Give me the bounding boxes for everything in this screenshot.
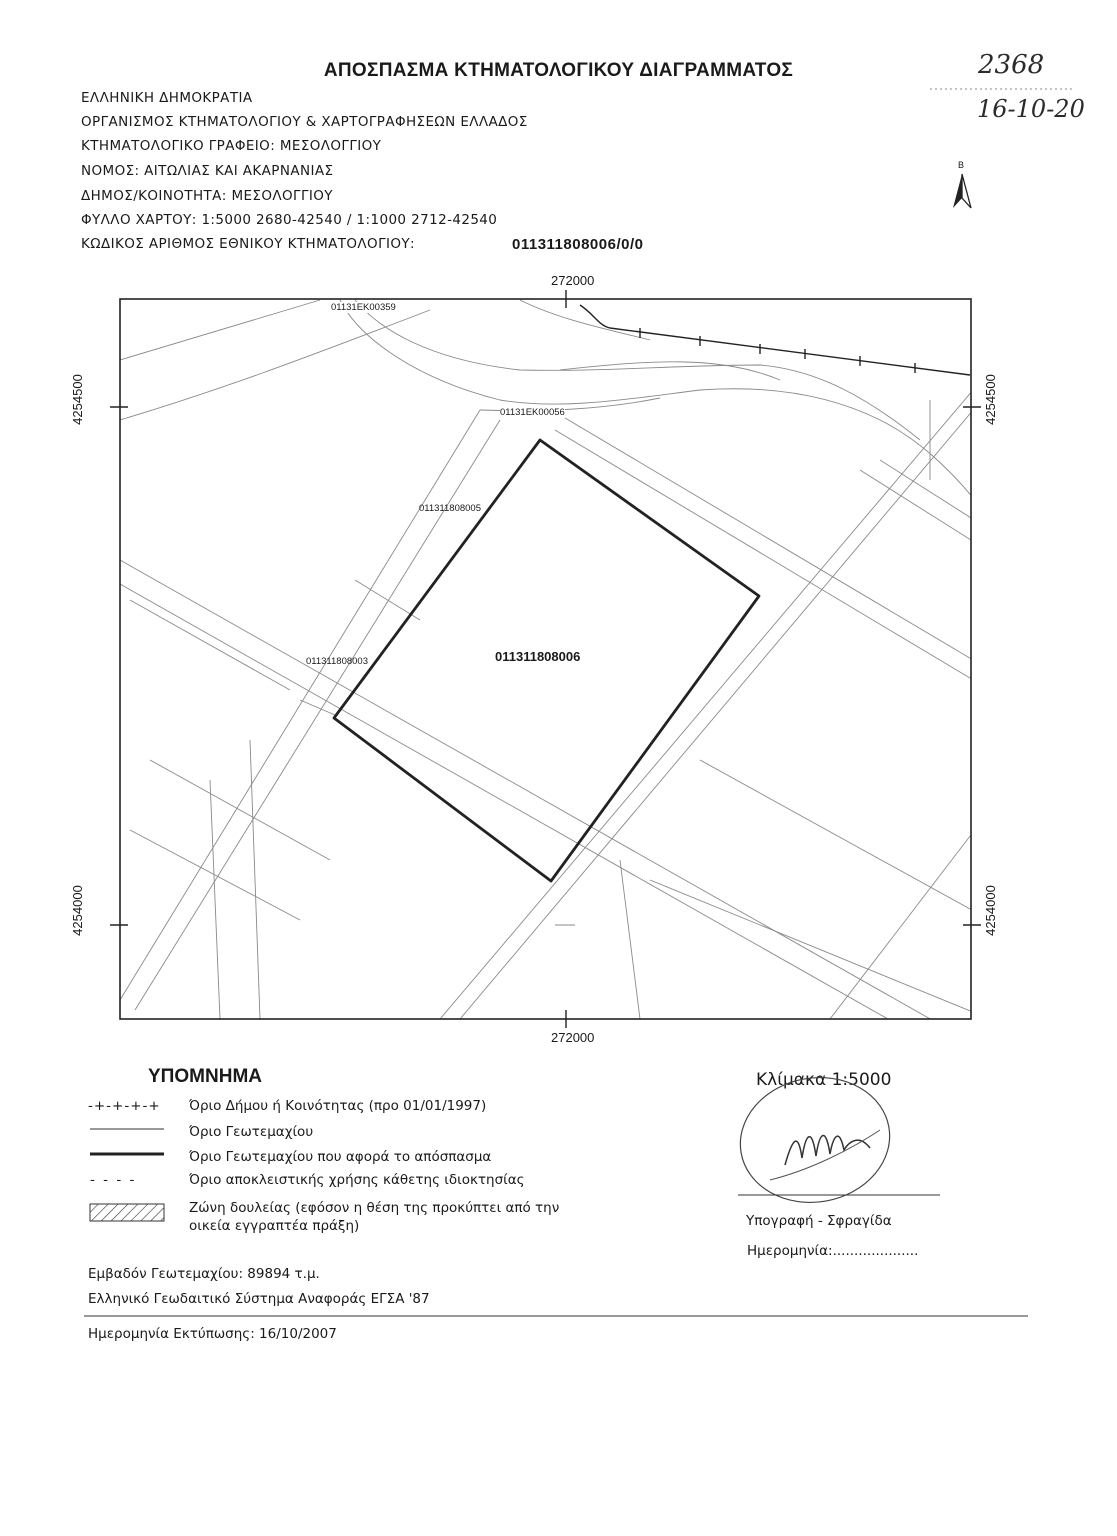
kaek-value: 011311808006/0/0 (512, 236, 644, 253)
legend-label-subject-boundary: Όριο Γεωτεμαχίου που αφορά το απόσπασμα (189, 1149, 492, 1165)
y-tick-left-bottom: 4254000 (69, 885, 85, 936)
y-tick-right-bottom: 4254000 (982, 885, 998, 936)
legend-symbol-exclusive-use: - - - - (90, 1172, 137, 1188)
header-office: ΚΤΗΜΑΤΟΛΟΓΙΚΟ ΓΡΑΦΕΙΟ: ΜΕΣΟΛΟΓΓΙΟΥ (81, 138, 382, 154)
handwritten-date: 16-10-20 (977, 95, 1085, 123)
header-organization: ΟΡΓΑΝΙΣΜΟΣ ΚΤΗΜΑΤΟΛΟΓΙΟΥ & ΧΑΡΤΟΓΡΑΦΗΣΕΩΝ ΕΛΛΑΔΟΣ (81, 114, 528, 130)
map-label-neighbor-1: 011311808005 (419, 503, 481, 514)
municipal-boundary (580, 305, 970, 375)
legend-label-municipal: Όριο Δήμου ή Κοινότητας (προ 01/01/1997) (189, 1098, 487, 1114)
legend-symbol-easement-zone (89, 1203, 167, 1223)
stamp-signature (730, 1070, 950, 1210)
legend-label-exclusive-use: Όριο αποκλειστικής χρήσης κάθετης ιδιοκτησίας (189, 1172, 525, 1188)
legend-symbol-municipal: -+-+-+-+ (88, 1098, 161, 1114)
north-label: Β (958, 160, 965, 170)
date-field-label: Ημερομηνία:.................... (747, 1243, 919, 1259)
x-tick-bottom: 272000 (551, 1030, 595, 1045)
scale-label: Κλίμακα 1:5000 (756, 1070, 892, 1090)
map-label-ek-top: 01131ΕΚ00359 (331, 302, 396, 313)
document-title: ΑΠΟΣΠΑΣΜΑ ΚΤΗΜΑΤΟΛΟΓΙΚΟΥ ΔΙΑΓΡΑΜΜΑΤΟΣ (323, 60, 794, 81)
map-label-parcel: 011311808006 (495, 649, 581, 664)
handwritten-number: 2368 (978, 50, 1045, 80)
y-tick-right-top: 4254500 (982, 374, 998, 425)
legend-symbol-subject-boundary (88, 1149, 168, 1159)
legend-symbol-parcel-boundary (88, 1124, 168, 1134)
signature-label: Υπογραφή - Σφραγίδα (746, 1213, 892, 1229)
header-kaek-label: ΚΩΔΙΚΟΣ ΑΡΙΘΜΟΣ ΕΘΝΙΚΟΥ ΚΤΗΜΑΤΟΛΟΓΙΟΥ: (81, 236, 416, 252)
legend-label-easement-zone-line2: οικεία εγγραπτέα πράξη) (189, 1218, 360, 1234)
header-republic: ΕΛΛΗΝΙΚΗ ΔΗΜΟΚΡΑΤΙΑ (81, 90, 253, 106)
reference-system: Ελληνικό Γεωδαιτικό Σύστημα Αναφοράς ΕΓΣΑ '87 (88, 1291, 430, 1307)
header-map-sheet: ΦΥΛΛΟ ΧΑΡΤΟΥ: 1:5000 2680-42540 / 1:1000 2712-42540 (81, 212, 498, 228)
parcel-area: Εμβαδόν Γεωτεμαχίου: 89894 τ.μ. (88, 1266, 320, 1282)
y-tick-left-top: 4254500 (69, 374, 85, 425)
legend-label-easement-zone: Ζώνη δουλείας (εφόσον η θέση της προκύπτει από την (189, 1200, 560, 1216)
x-tick-top: 272000 (551, 273, 595, 288)
print-date: Ημερομηνία Εκτύπωσης: 16/10/2007 (88, 1326, 337, 1342)
map-label-neighbor-2: 011311808003 (306, 656, 368, 667)
legend-label-parcel-boundary: Όριο Γεωτεμαχίου (189, 1124, 314, 1140)
footer-divider (84, 1314, 1034, 1318)
header-prefecture: ΝΟΜΟΣ: ΑΙΤΩΛΙΑΣ ΚΑΙ ΑΚΑΡΝΑΝΙΑΣ (81, 163, 334, 179)
header-municipality: ΔΗΜΟΣ/ΚΟΙΝΟΤΗΤΑ: ΜΕΣΟΛΟΓΓΙΟΥ (81, 188, 333, 204)
map-label-ek-mid: 01131ΕΚ00056 (500, 407, 565, 418)
legend-title: ΥΠΟΜΝΗΜΑ (148, 1066, 262, 1087)
